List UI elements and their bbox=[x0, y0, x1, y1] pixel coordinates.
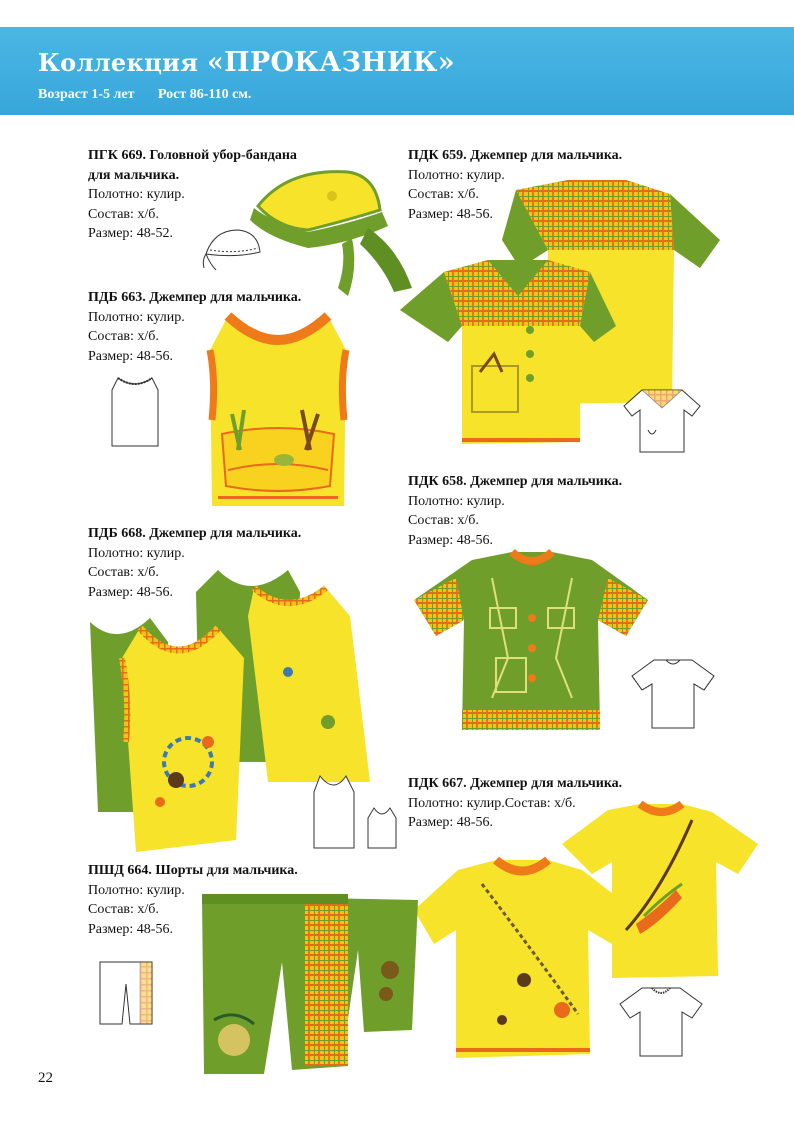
bandana-sketch bbox=[196, 224, 266, 274]
collection-subtitle bbox=[38, 87, 251, 103]
product-size: Размер: 48-56. bbox=[408, 532, 493, 548]
product-title: ПШД 664. Шорты для мальчика. bbox=[88, 863, 298, 878]
page-number: 22 bbox=[38, 1070, 53, 1086]
product-composition: Состав: х/б. bbox=[408, 513, 479, 528]
product-title: ПДК 658. Джемпер для мальчика. bbox=[408, 474, 623, 489]
collection-title-prefix: Коллекция bbox=[38, 48, 199, 77]
product-title-cont: для мальчика. bbox=[88, 167, 180, 183]
collection-title bbox=[38, 47, 455, 78]
product-fabric-composition: Полотно: кулир.Состав: х/б. bbox=[408, 795, 576, 811]
tank-top-668-sketch bbox=[312, 772, 398, 852]
product-fabric: Полотно: кулир. bbox=[88, 882, 185, 898]
shorts-664-sketch bbox=[96, 958, 156, 1028]
product-title: ПДК 659. Джемпер для мальчика. bbox=[408, 148, 623, 163]
product-size: Размер: 48-56. bbox=[408, 206, 493, 222]
product-title: ПДК 667. Джемпер для мальчика. bbox=[408, 776, 623, 791]
bandana-illustration bbox=[248, 168, 418, 298]
shorts-664-illustration bbox=[194, 890, 422, 1082]
product-fabric: Полотно: кулир. bbox=[88, 545, 185, 561]
age-range: Возраст 1-5 лет bbox=[38, 87, 135, 102]
collection-title-name: «ПРОКАЗНИК» bbox=[206, 47, 455, 78]
shirt-659-sketch bbox=[622, 386, 702, 456]
tank-top-663-sketch bbox=[108, 374, 162, 450]
product-composition: Состав: х/б. bbox=[88, 902, 159, 917]
shirt-667-illustration bbox=[412, 800, 760, 1062]
product-composition: Состав: х/б. bbox=[88, 329, 159, 344]
product-size: Размер: 48-56. bbox=[88, 348, 173, 364]
product-size: Размер: 48-56. bbox=[408, 815, 493, 830]
header-banner bbox=[0, 27, 794, 115]
tank-top-663-illustration bbox=[198, 310, 358, 516]
product-composition: Состав: х/б. bbox=[408, 187, 479, 202]
shirt-667-sketch bbox=[618, 982, 704, 1062]
shirt-658-illustration bbox=[412, 548, 652, 736]
product-size: Размер: 48-52. bbox=[88, 226, 173, 241]
product-size: Размер: 48-56. bbox=[88, 584, 173, 600]
product-title: ПГК 669. Головной убор-бандана bbox=[88, 148, 297, 163]
product-pdk658-info bbox=[408, 472, 622, 550]
product-title: ПДБ 663. Джемпер для мальчика. bbox=[88, 290, 302, 305]
product-size: Размер: 48-56. bbox=[88, 921, 173, 937]
product-fabric: Полотно: кулир. bbox=[408, 167, 505, 183]
product-fabric: Полотно: кулир. bbox=[88, 187, 185, 202]
product-fabric: Полотно: кулир. bbox=[408, 493, 505, 509]
product-fabric: Полотно: кулир. bbox=[88, 309, 185, 325]
shirt-658-sketch bbox=[630, 654, 716, 734]
product-composition: Состав: х/б. bbox=[88, 565, 159, 580]
product-composition: Состав: х/б. bbox=[88, 206, 159, 222]
product-title: ПДБ 668. Джемпер для мальчика. bbox=[88, 526, 302, 541]
height-range: Рост 86-110 см. bbox=[157, 87, 252, 102]
